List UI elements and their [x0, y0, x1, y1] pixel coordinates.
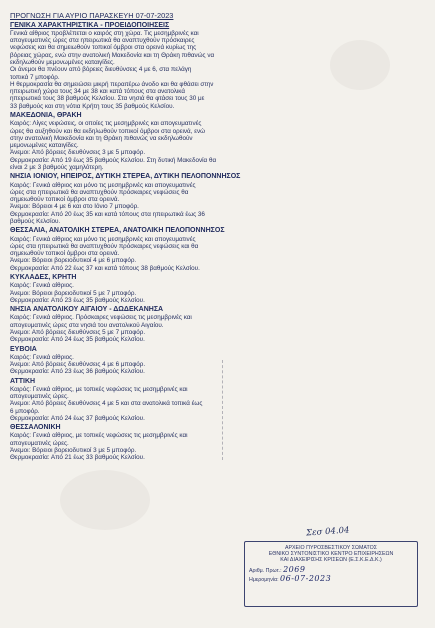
section-line: ηπειρωτική χώρα τους 34 με 38 και κατά τόπους στα ανατολικά [10, 88, 185, 96]
section-line: απογευματινές ώρες. [10, 439, 69, 447]
section-line: είναι 2 με 3 βαθμούς χαμηλότερη. [10, 164, 104, 172]
section-line: Άνεμοι: Από βόρειες διευθύνσεις 4 με 5 και στα ανατολικά τοπικά έως [10, 400, 203, 408]
section-line: Θερμοκρασία: Από 23 έως 36 βαθμούς Κελσίου. [10, 368, 145, 376]
stamp-date-value: 06-07-2023 [280, 573, 332, 583]
section-heading: ΘΕΣΣΑΛΟΝΙΚΗ [10, 424, 61, 432]
section-line: στην ανατολική Μακεδονία και τη Θράκη πιθανώς να εκδηλωθούν [10, 134, 193, 142]
section-line: νεφώσεις και θα σημειωθούν τοπικοί όμβροι στα ορεινά κυρίως της [10, 44, 197, 52]
section-line: Θερμοκρασία: Από 24 έως 37 βαθμούς Κελσίου. [10, 414, 145, 422]
stamp-protocol-value: 2069 [283, 564, 306, 574]
section-line: Άνεμοι: Βόρειοι βορειοδυτικοί 5 με 7 μποφόρ. [10, 289, 137, 297]
section-heading: ΑΤΤΙΚΗ [10, 377, 36, 385]
section-line: Καιρός: Γενικά αίθριος, με τοπικές νεφώσεις τις μεσημβρινές και [10, 385, 188, 393]
section-heading: ΘΕΣΣΑΛΙΑ, ΑΝΑΤΟΛΙΚΗ ΣΤΕΡΕΑ, ΑΝΑΤΟΛΙΚΗ ΠΕΛΟΠΟΝΝΗΣΟΣ [10, 227, 225, 235]
section-heading: ΝΗΣΙΑ ΙΟΝΙΟΥ, ΗΠΕΙΡΟΣ, ΔΥΤΙΚΗ ΣΤΕΡΕΑ, ΔΥΤΙΚΗ ΠΕΛΟΠΟΝΝΗΣΟΣ [10, 173, 241, 181]
section-line: Θερμοκρασία: Από 21 έως 33 βαθμούς Κελσίου. [10, 454, 145, 462]
section-line: βόρειας χώρας, ενώ στην ανατολική Μακεδονία και τη Θράκη πιθανώς να [10, 51, 215, 59]
section-line: ώρες θα αυξηθούν και θα εκδηλωθούν τοπικοί όμβροι στα ορεινά, ενώ [10, 127, 206, 135]
section-line: Καιρός: Λίγες νεφώσεις, οι οποίες τις μεσημβρινές και απογευματινές [10, 120, 202, 128]
margin-mark [222, 360, 223, 460]
section-line: 6 μποφόρ. [10, 407, 40, 415]
section-line: Θερμοκρασία: Από 19 έως 35 βαθμούς Κελσίου. Στη δυτική Μακεδονία θα [10, 156, 217, 164]
forecast-body [10, 12, 318, 464]
stamp-line-2: ΕΘΝΙΚΟ ΣΥΝΤΟΝΙΣΤΙΚΟ ΚΕΝΤΡΟ ΕΠΙΧΕΙΡΗΣΕΩΝ [268, 551, 394, 558]
section-line: Καιρός: Γενικά αίθριος. Πρόσκαιρες νεφώσεις τις μεσημβρινές και [10, 314, 192, 322]
section-line: Άνεμοι: Από βόρειες διευθύνσεις 4 με 6 μποφόρ. [10, 361, 146, 368]
handwritten-note: Σεσ 04.04 [305, 525, 350, 539]
section-heading: ΜΑΚΕΔΟΝΙΑ, ΘΡΑΚΗ [10, 112, 82, 120]
section-line: Καιρός: Γενικά αίθριος. [10, 353, 74, 361]
section-line: μεμονωμένες καταιγίδες. [10, 142, 79, 150]
section-heading: ΝΗΣΙΑ ΑΝΑΤΟΛΙΚΟΥ ΑΙΓΑΙΟΥ - ΔΩΔΕΚΑΝΗΣΑ [10, 306, 164, 314]
section-line: Θερμοκρασία: Από 23 έως 35 βαθμούς Κελσίου. [10, 296, 145, 304]
forecast-sections [10, 22, 318, 462]
section-line: Καιρός: Γενικά αίθριος και μόνο τις μεσημβρινές και απογευματινές [10, 181, 196, 189]
section-line: Άνεμοι: Βόρειοι βορειοδυτικοί 4 με 6 μποφόρ. [10, 257, 137, 265]
section-line: ώρες στα ηπειρωτικά θα αναπτυχθούν πρόσκαιρες νεφώσεις θα [10, 188, 189, 196]
section-line: απογευματινές ώρες. [10, 393, 69, 401]
section-line: βαθμούς Κελσίου. [10, 218, 61, 226]
section-heading: ΓΕΝΙΚΑ ΧΑΡΑΚΤΗΡΙΣΤΙΚΑ - ΠΡΟΕΙΔΟΠΟΙΗΣΕΙΣ [10, 21, 170, 29]
section-line: Καιρός: Γενικά αίθριος. [10, 282, 74, 290]
section-line: Καιρός: Γενικά αίθριος και μόνο τις μεσημβρινές και απογευματινές [10, 235, 196, 243]
section-line: απογευματινές ώρες στα νησιά του ανατολικού Αιγαίου. [10, 321, 164, 329]
section-line: Γενικά αίθριος προβλέπεται ο καιρός στη χώρα. Τις μεσημβρινές και [10, 29, 199, 37]
section-line: ώρες στα ηπειρωτικά θα αναπτυχθούν πρόσκαιρες νεφώσεις και θα [10, 242, 199, 250]
section-line: τοπικά 7 μποφόρ. [10, 73, 60, 81]
section-line: σημειωθούν τοπικοί όμβροι στα ορεινά. [10, 250, 120, 258]
stamp-protocol-label: Αριθμ. Πρωτ.: [249, 567, 282, 574]
stamp-protocol [249, 564, 413, 574]
archive-stamp [244, 541, 418, 607]
section-line: Θερμοκρασία: Από 20 έως 35 και κατά τόπους στα ηπειρωτικά έως 36 [10, 210, 205, 218]
page-title: ΠΡΟΓΝΩΣΗ ΓΙΑ ΑΥΡΙΟ ΠΑΡΑΣΚΕΥΗ 07-07-2023 [10, 11, 174, 20]
section-line: Άνεμοι: Από βόρειες διευθύνσεις 3 με 5 μποφόρ. [10, 149, 146, 157]
stamp-date [249, 573, 413, 583]
section-line: Άνεμοι: Βόρειοι βορειοδυτικοί 3 με 5 μποφόρ. [10, 447, 137, 455]
section-line: Άνεμοι: Βόρειοι 4 με 6 και στο Ιόνιο 7 μποφόρ. [10, 203, 139, 211]
section-heading: ΕΥΒΟΙΑ [10, 345, 37, 353]
section-line: απογευματινές ώρες στα ηπειρωτικά θα αναπτυχθούν πρόσκαιρες [10, 37, 195, 45]
section-heading: ΚΥΚΛΑΔΕΣ, ΚΡΗΤΗ [10, 274, 77, 282]
section-line: εκδηλωθούν μεμονωμένες καταιγίδες. [10, 58, 115, 66]
section-line: 33 βαθμούς και στη νότια Κρήτη τους 35 βαθμούς Κελσίου. [10, 102, 175, 110]
stamp-line-3: ΚΑΙ ΔΙΑΧΕΙΡΙΣΗΣ ΚΡΙΣΕΩΝ (Ε.Σ.Κ.Ε.Δ.Κ.) [280, 557, 382, 564]
paper-texture [330, 40, 390, 90]
section-line: σημειωθούν τοπικοί όμβροι στα ορεινά. [10, 196, 120, 204]
stamp-date-label: Ημερομηνία: [249, 576, 279, 583]
stamp-line-1: ΑΡΧΕΙΟ ΠΥΡΟΣΒΕΣΤΙΚΟΥ ΣΩΜΑΤΟΣ [284, 545, 378, 551]
section-line: Θερμοκρασία: Από 22 έως 37 και κατά τόπους 38 βαθμούς Κελσίου. [10, 264, 200, 272]
paper-texture [60, 470, 150, 530]
section-line: Οι άνεμοι θα πνέουν από βόρειες διευθύνσεις 4 με 6, στα πελάγη [10, 66, 192, 74]
section-line: Καιρός: Γενικά αίθριος, με τοπικές νεφώσεις τις μεσημβρινές και [10, 432, 188, 440]
section-line: Η θερμοκρασία θα σημειώσει μικρή περαιτέρω άνοδο και θα φθάσει στην [10, 80, 214, 88]
section-line: ηπειρωτικά τους 38 βαθμούς Κελσίου. Στα νησιά θα φτάσει τους 30 με [10, 95, 205, 103]
section-line: Θερμοκρασία: Από 24 έως 35 βαθμούς Κελσίου. [10, 336, 145, 344]
stamp-fields [249, 564, 413, 583]
section-line: Άνεμοι: Από βόρειες διευθύνσεις 5 με 7 μποφόρ. [10, 328, 146, 336]
